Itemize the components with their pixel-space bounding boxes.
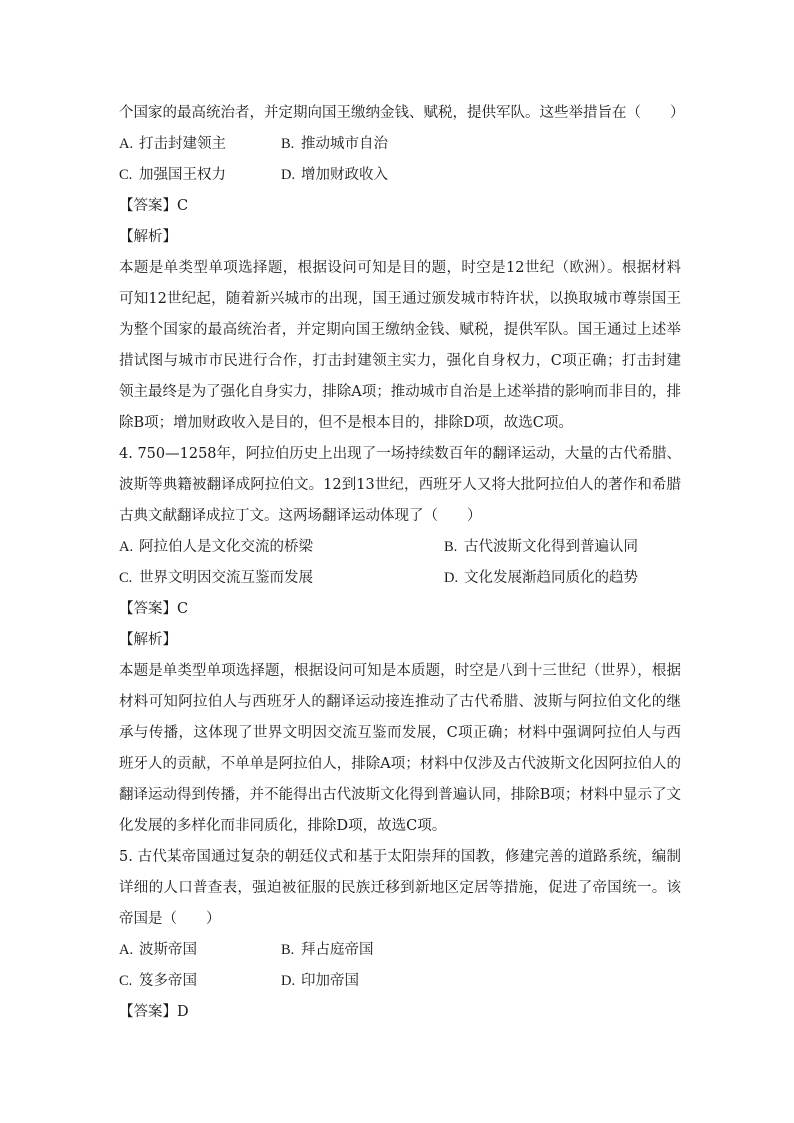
- q4-option-c: C. 世界文明因交流互鉴而发展: [119, 570, 313, 586]
- q4-option-a: A. 阿拉伯人是文化交流的桥梁: [119, 539, 313, 555]
- q3-answer: 【答案】C: [119, 198, 189, 214]
- q3-options-row-2: [119, 160, 681, 191]
- q4-options-row-2: [119, 563, 681, 594]
- q4-options-row-1: [119, 532, 681, 563]
- q4-analysis-heading: 【解析】: [119, 632, 177, 648]
- q4-option-b: B. 古代波斯文化得到普遍认同: [444, 539, 638, 555]
- q3-analysis-text: 本题是单类型单项选择题，根据设问可知是目的题，时空是12世纪（欧洲）。根据材料可知12世纪起，随着新兴城市的出现，国王通过颁发城市特许状，以换取城市尊崇国王为整个国家的最高统治者，并定期向国王缴纳金钱、赋税，提供军队。国王通过上述举措试图与城市市民进行合作，打击封建领主实力，强化自身权力，C项正确；打击封建领主最终是为了强化自身实力，排除A项；推动城市自治是上述举措的影响而非目的，排除B项；增加财政收入是目的，但不是根本目的，排除D项，故选C项。: [119, 260, 681, 431]
- q5-options-row-2: [119, 966, 681, 997]
- q3-option-b: B. 推动城市自治: [281, 136, 388, 152]
- q5-answer: 【答案】D: [119, 1004, 189, 1020]
- q5-option-a: A. 波斯帝国: [119, 942, 197, 958]
- q4-option-d: D. 文化发展渐趋同质化的趋势: [444, 570, 638, 586]
- q5-option-d: D. 印加帝国: [281, 973, 359, 989]
- q3-option-c: C. 加强国王权力: [119, 167, 226, 183]
- q3-stem-continuation: 个国家的最高统治者，并定期向国王缴纳金钱、赋税，提供军队。这些举措旨在（ ）: [119, 105, 685, 121]
- q4-analysis-text: 本题是单类型单项选择题，根据设问可知是本质题，时空是八到十三世纪（世界），根据材料可知阿拉伯人与西班牙人的翻译运动接连推动了古代希腊、波斯与阿拉伯文化的继承与传播，这体现了世界文明因交流互鉴而发展，C项正确；材料中强调阿拉伯人与西班牙人的贡献，不单单是阿拉伯人，排除A项；材料中仅涉及古代波斯文化因阿拉伯人的翻译运动得到传播，并不能得出古代波斯文化得到普遍认同，排除B项；材料中显示了文化发展的多样化而非同质化，排除D项，故选C项。: [119, 663, 681, 834]
- q5-options-row-1: [119, 935, 681, 966]
- q5-stem: 5. 古代某帝国通过复杂的朝廷仪式和基于太阳崇拜的国教，修建完善的道路系统，编制详细的人口普查表，强迫被征服的民族迁移到新地区定居等措施，促进了帝国统一。该帝国是（ ）: [119, 849, 681, 927]
- q4-answer: 【答案】C: [119, 601, 189, 617]
- q5-option-b: B. 拜占庭帝国: [281, 942, 374, 958]
- q4-stem: 4. 750—1258年，阿拉伯历史上出现了一场持续数百年的翻译运动，大量的古代希腊、波斯等典籍被翻译成阿拉伯文。12到13世纪，西班牙人又将大批阿拉伯人的著作和希腊古典文献翻译成拉丁文。这两场翻译运动体现了（ ）: [119, 446, 681, 524]
- q3-analysis-heading: 【解析】: [119, 229, 177, 245]
- q3-option-a: A. 打击封建领主: [119, 136, 226, 152]
- page-content: [119, 98, 685, 1028]
- q3-options-row-1: [119, 129, 681, 160]
- q3-option-d: D. 增加财政收入: [281, 167, 388, 183]
- q5-option-c: C. 笈多帝国: [119, 973, 197, 989]
